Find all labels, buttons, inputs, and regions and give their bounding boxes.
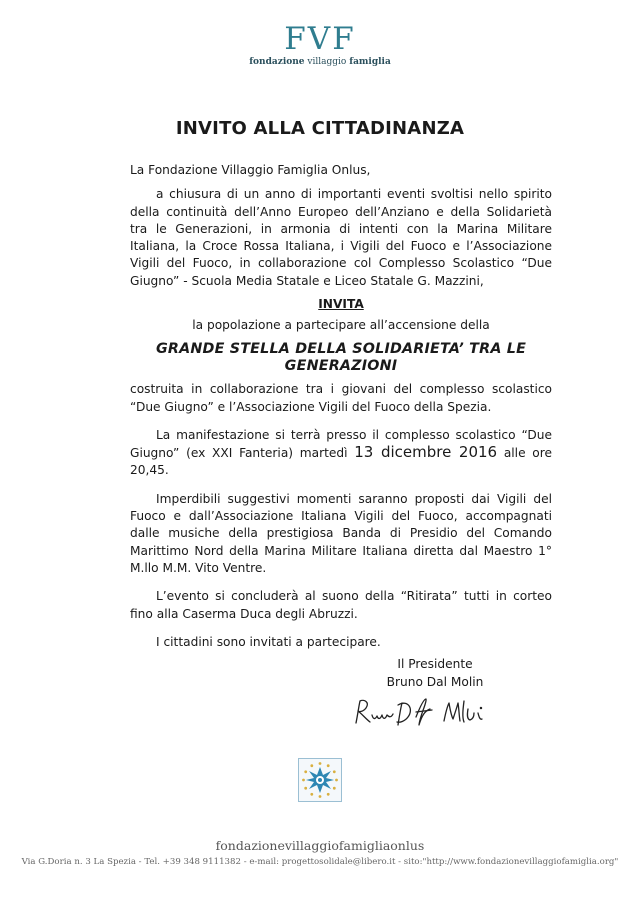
page-title: INVITO ALLA CITTADINANZA xyxy=(175,118,465,139)
logo-sub-word-2: villaggio xyxy=(307,57,347,67)
event-time: alle ore 20,45. xyxy=(130,446,552,478)
logo-subtitle xyxy=(0,56,640,68)
signature-role: Il Presidente xyxy=(397,657,473,671)
event-date: 13 dicembre 2016 xyxy=(354,443,498,462)
logo xyxy=(0,22,640,68)
paragraph-location xyxy=(130,427,552,480)
foundation-emblem-icon xyxy=(298,758,342,802)
footer-contact: Via G.Doria n. 3 La Spezia - Tel. +39 348 9111382 - e-mail: progettosolidale@libero.it - sito:"http://www.fondazionevillaggiofamiglia.org" xyxy=(21,857,619,867)
paragraph-program: Imperdibili suggestivi momenti saranno proposti dai Vigili del Fuoco e dall’Associazione Italiana Vigili del Fuoco, accompagnati dalle musiche della prestigiosa Banda di Presidio del Comando Marittimo Nord della Marina Militare Italiana diretta dal Maestro 1° M.llo M.M. Vito Ventre. xyxy=(130,491,552,575)
paragraph-construction: costruita in collaborazione tra i giovani del complesso scolastico “Due Giugno” e l’Associazione Vigili del Fuoco della Spezia. xyxy=(130,382,552,414)
logo-sub-word-1: fondazione xyxy=(249,57,305,67)
footer-site-name: fondazionevillaggiofamigliaonlus xyxy=(215,838,425,853)
location-note: (ex XXI Fanteria) xyxy=(186,446,294,461)
signature-name: Bruno Dal Molin xyxy=(386,675,484,689)
logo-mark: FVF xyxy=(284,21,356,57)
paragraph-invitation: I cittadini sono invitati a partecipare. xyxy=(156,634,381,649)
event-day: martedì xyxy=(293,446,355,461)
location-text: La manifestazione si terrà presso il complesso scolastico “Due Giugno” xyxy=(130,427,552,461)
invita-heading: INVITA xyxy=(318,297,364,312)
paragraph-intro: a chiusura di un anno di importanti eventi svoltisi nello spirito della continuità dell’Anno Europeo dell’Anziano e della Solidarietà tra le Generazioni, in armonia di intenti con la Marina Militare Italiana, la Croce Rossa Italiana, i Vigili del Fuoco e l’Associazione Vigili del Fuoco, in collaborazione col Complesso Scolastico “Due Giugno” - Scuola Media Statale e Liceo Statale G. Mazzini, xyxy=(130,187,552,288)
invita-line: la popolazione a partecipare all’accensione della xyxy=(192,318,490,333)
letter-body xyxy=(130,162,552,651)
event-headline: GRANDE STELLA DELLA SOLIDARIETA’ TRA LE GENERAZIONI xyxy=(155,340,527,374)
signature-block xyxy=(355,655,515,691)
paragraph-closing: L’evento si concluderà al suono della “Ritirata” tutti in corteo fino alla Caserma Duca degli Abruzzi. xyxy=(130,589,552,621)
logo-sub-word-3: famiglia xyxy=(349,57,391,67)
handwritten-signature xyxy=(350,695,490,729)
salutation: La Fondazione Villaggio Famiglia Onlus, xyxy=(130,163,371,177)
